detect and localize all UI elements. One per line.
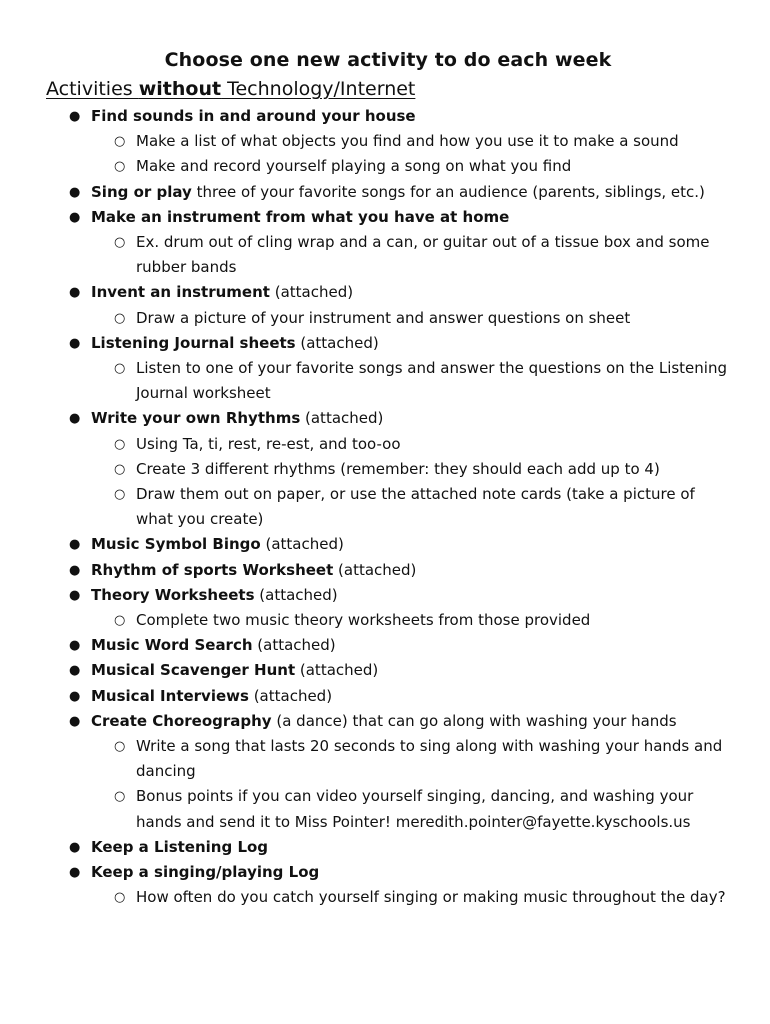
bullet-icon: ● <box>69 184 81 200</box>
hollow-bullet-icon: ○ <box>114 310 126 326</box>
sub-list <box>91 356 730 406</box>
bullet-icon: ● <box>69 537 81 553</box>
activity-name: Theory Worksheets <box>91 585 255 604</box>
activity-list <box>46 104 730 911</box>
activity-item <box>46 280 730 330</box>
sub-item-text: Make a list of what objects you find and how you use it to make a sound <box>136 132 679 151</box>
sub-item-text: Make and record yourself playing a song on what you find <box>136 157 572 176</box>
activity-detail: (a dance) that can go along with washing your hands <box>271 711 677 730</box>
activity-detail: (attached) <box>295 333 379 352</box>
bullet-icon: ● <box>69 411 81 427</box>
bullet-icon: ● <box>69 865 81 881</box>
activity-item <box>46 331 730 407</box>
activity-item <box>46 180 730 205</box>
sub-list <box>91 432 730 533</box>
activity-item <box>46 104 730 180</box>
hollow-bullet-icon: ○ <box>114 739 126 755</box>
activity-name: Musical Interviews <box>91 686 249 705</box>
bullet-icon: ● <box>69 587 81 603</box>
activity-detail: (attached) <box>248 686 333 705</box>
activity-name: Create Choreography <box>91 711 272 730</box>
sub-item <box>91 356 730 406</box>
sub-item-text: Create 3 different rhythms (remember: they should each add up to 4) <box>136 459 660 478</box>
sub-list <box>91 230 730 280</box>
activity-name: Rhythm of sports Worksheet <box>91 560 334 579</box>
activity-item <box>46 205 730 281</box>
hollow-bullet-icon: ○ <box>114 361 126 377</box>
activity-name: Music Symbol Bingo <box>91 535 261 554</box>
bullet-icon: ● <box>69 713 81 729</box>
activity-name: Sing or play <box>91 182 192 201</box>
hollow-bullet-icon: ○ <box>114 134 126 150</box>
bullet-icon: ● <box>69 663 81 679</box>
activity-item <box>46 633 730 658</box>
section-heading-prefix: Activities <box>46 78 139 100</box>
activity-item <box>46 583 730 633</box>
bullet-icon: ● <box>69 688 81 704</box>
hollow-bullet-icon: ○ <box>114 235 126 251</box>
activity-name: Keep a singing/playing Log <box>91 863 320 882</box>
hollow-bullet-icon: ○ <box>114 436 126 452</box>
page-title: Choose one new activity to do each week <box>164 49 612 71</box>
activity-item <box>46 684 730 709</box>
hollow-bullet-icon: ○ <box>114 487 126 503</box>
sub-item <box>91 608 730 633</box>
activity-name: Musical Scavenger Hunt <box>91 661 296 680</box>
sub-item <box>91 432 730 457</box>
sub-item <box>91 784 730 834</box>
sub-list <box>91 734 730 835</box>
activity-name: Write your own Rhythms <box>91 409 301 428</box>
sub-item <box>91 885 730 910</box>
activity-item <box>46 658 730 683</box>
sub-item-text: Draw a picture of your instrument and answer questions on sheet <box>136 308 631 327</box>
activity-item <box>46 406 730 532</box>
activity-name: Find sounds in and around your house <box>91 107 416 125</box>
sub-item <box>91 129 730 154</box>
bullet-icon: ● <box>69 285 81 301</box>
sub-item <box>91 230 730 280</box>
activity-name: Keep a Listening Log <box>91 837 269 856</box>
hollow-bullet-icon: ○ <box>114 890 126 906</box>
sub-item-text: Ex. drum out of cling wrap and a can, or guitar out of a tissue box and some rubber bands <box>136 233 710 277</box>
activity-name: Listening Journal sheets <box>91 333 296 352</box>
activity-detail: (attached) <box>269 283 354 302</box>
bullet-icon: ● <box>69 638 81 654</box>
hollow-bullet-icon: ○ <box>114 159 126 175</box>
sub-list <box>91 306 730 331</box>
activity-name: Make an instrument from what you have at home <box>91 207 510 226</box>
sub-item-text: Draw them out on paper, or use the attached note cards (take a picture of what you create) <box>136 485 695 529</box>
section-heading <box>46 76 730 102</box>
hollow-bullet-icon: ○ <box>114 789 126 805</box>
sub-item <box>91 457 730 482</box>
activity-detail: three of your favorite songs for an audience (parents, siblings, etc.) <box>191 182 705 201</box>
hollow-bullet-icon: ○ <box>114 461 126 477</box>
bullet-icon: ● <box>69 335 81 351</box>
activity-item <box>46 709 730 835</box>
hollow-bullet-icon: ○ <box>114 613 126 629</box>
activity-detail: (attached) <box>260 535 344 554</box>
activity-detail: (attached) <box>333 560 417 579</box>
section-heading-bold: without <box>138 78 222 100</box>
sub-item-text: Using Ta, ti, rest, re-est, and too-oo <box>136 434 401 453</box>
sub-list <box>91 129 730 179</box>
bullet-icon: ● <box>69 109 81 124</box>
activity-detail: (attached) <box>300 409 384 428</box>
sub-item-text: Bonus points if you can video yourself singing, dancing, and washing your hands and send it to Miss Pointer! meredith.pointer@fayette.kyschools.us <box>136 787 694 831</box>
sub-item <box>91 306 730 331</box>
sub-item-text: Write a song that lasts 20 seconds to sing along with washing your hands and dancing <box>136 737 723 781</box>
activity-name: Music Word Search <box>91 636 253 655</box>
activity-item <box>46 835 730 860</box>
section-heading-suffix: Technology/Internet <box>221 78 416 100</box>
activity-detail: (attached) <box>254 585 338 604</box>
bullet-icon: ● <box>69 562 81 578</box>
sub-list <box>91 608 730 633</box>
sub-item-text: How often do you catch yourself singing or making music throughout the day? <box>136 888 726 907</box>
activity-item <box>46 532 730 557</box>
sub-list <box>91 885 730 910</box>
sub-item <box>91 154 730 179</box>
sub-item-text: Listen to one of your favorite songs and answer the questions on the Listening Journal worksheet <box>136 359 727 403</box>
activity-detail: (attached) <box>295 661 379 680</box>
sub-item-text: Complete two music theory worksheets from those provided <box>136 611 591 630</box>
activity-detail: (attached) <box>252 636 336 655</box>
bullet-icon: ● <box>69 839 81 855</box>
sub-item <box>91 482 730 532</box>
activity-item <box>46 558 730 583</box>
activity-name: Invent an instrument <box>91 283 270 302</box>
sub-item <box>91 734 730 784</box>
bullet-icon: ● <box>69 209 81 225</box>
activity-item <box>46 860 730 910</box>
